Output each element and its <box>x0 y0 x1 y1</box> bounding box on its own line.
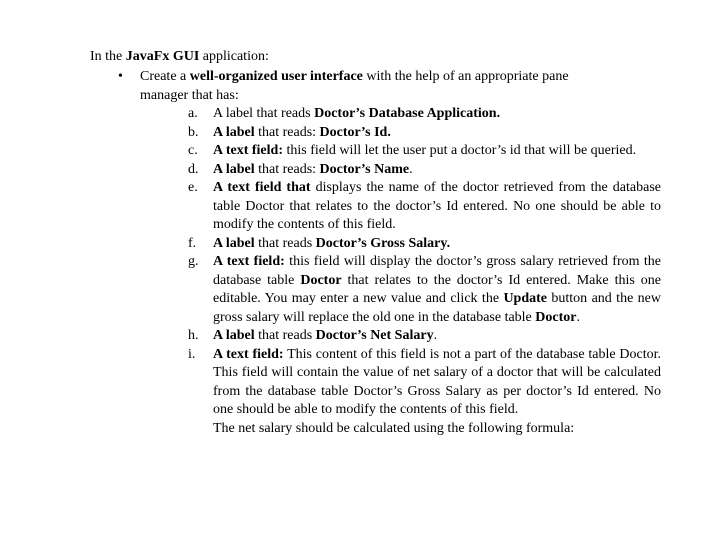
item-text: that reads <box>254 235 316 251</box>
bullet-line1-suffix: with the help of an appropriate pane <box>362 69 569 84</box>
bullet-item <box>118 68 661 105</box>
list-item-h <box>188 327 661 346</box>
item-marker: c. <box>188 143 198 158</box>
list-item-b <box>188 124 661 143</box>
list-item-g <box>188 253 661 327</box>
item-bold-text: Doctor <box>300 272 342 288</box>
item-bold-doctor: Doctor <box>535 309 577 325</box>
item-text-end: . <box>433 328 438 343</box>
item-marker: d. <box>188 161 199 177</box>
item-text: displays the name of the doctor retrieved from the database table Doctor that relates to the doctor’s Id entered. No one should be able to modify the contents of this field. <box>213 180 661 232</box>
item-bold-lead: A label <box>213 161 255 177</box>
item-marker: i. <box>188 346 196 362</box>
item-text: This content of this field is not a part of the database table Doctor. This field will contain the value of net salary of a doctor that will be calculated from the database table Doctor’s Gross Salary as per doctor’s Id entered. No one should be able to modify the contents of this field. <box>213 346 661 417</box>
item-text: this field will let the user put a doctor’s id that will be queried. <box>282 143 637 158</box>
item-bold-lead: A label <box>213 235 255 251</box>
list-item-c <box>188 142 661 161</box>
item-text-end: . <box>576 309 580 325</box>
bullet-text <box>140 68 661 105</box>
item-marker: h. <box>188 328 199 343</box>
list-item-e <box>188 179 661 235</box>
item-text-mid: that relates to the doctor’s Id entered. Make this one editable. You may enter a new value and click the <box>213 272 661 306</box>
item-text: that reads: <box>254 124 320 140</box>
item-bold-text: Doctor’s Id. <box>319 124 391 140</box>
item-text: that reads: <box>254 161 320 177</box>
intro-suffix: application: <box>199 49 269 64</box>
item-marker: f. <box>188 235 197 251</box>
bullet-line2: manager that has: <box>140 87 239 103</box>
bullet-line1-bold: well-organized user interface <box>189 69 363 84</box>
bullet-symbol: • <box>118 69 123 84</box>
item-marker: a. <box>188 106 198 121</box>
item-marker: g. <box>188 254 199 269</box>
item-bold-update: Update <box>503 291 547 306</box>
intro-bold: JavaFx GUI <box>125 49 200 64</box>
item-bold-text: Doctor’s Database Application. <box>314 106 501 121</box>
intro-prefix: In the <box>90 49 126 64</box>
list-item-a <box>188 105 661 124</box>
item-text: this field will display the doctor’s gross salary retrieved from the database table <box>213 254 661 288</box>
item-text-end: . <box>409 161 413 177</box>
list-item-i <box>188 346 661 439</box>
item-bold-lead: A text field: <box>213 254 285 269</box>
item-text: that reads <box>254 328 316 343</box>
item-bold-lead: A text field that <box>213 180 311 195</box>
bullet-line1-prefix: Create a <box>140 69 190 84</box>
item-marker: e. <box>188 180 198 195</box>
list-item-d <box>188 161 661 180</box>
item-bold-text: Doctor’s Name <box>319 161 410 177</box>
list-item-f <box>188 235 661 254</box>
item-bold-lead: A label <box>213 124 255 140</box>
item-bold-lead: A text field: <box>213 346 284 362</box>
item-bold-lead: A label <box>213 328 255 343</box>
item-marker: b. <box>188 124 199 140</box>
requirements-list <box>188 105 661 438</box>
formula-note: The net salary should be calculated using the following formula: <box>213 420 575 436</box>
intro-line <box>90 48 269 66</box>
item-bold-text: Doctor’s Net Salary <box>315 328 434 343</box>
item-bold-lead: A text field: <box>213 143 283 158</box>
item-bold-text: Doctor’s Gross Salary. <box>315 235 451 251</box>
item-text-mid2: button and the new gross salary will replace the old one in the database table <box>213 291 662 325</box>
item-text: A label that reads <box>213 106 315 121</box>
